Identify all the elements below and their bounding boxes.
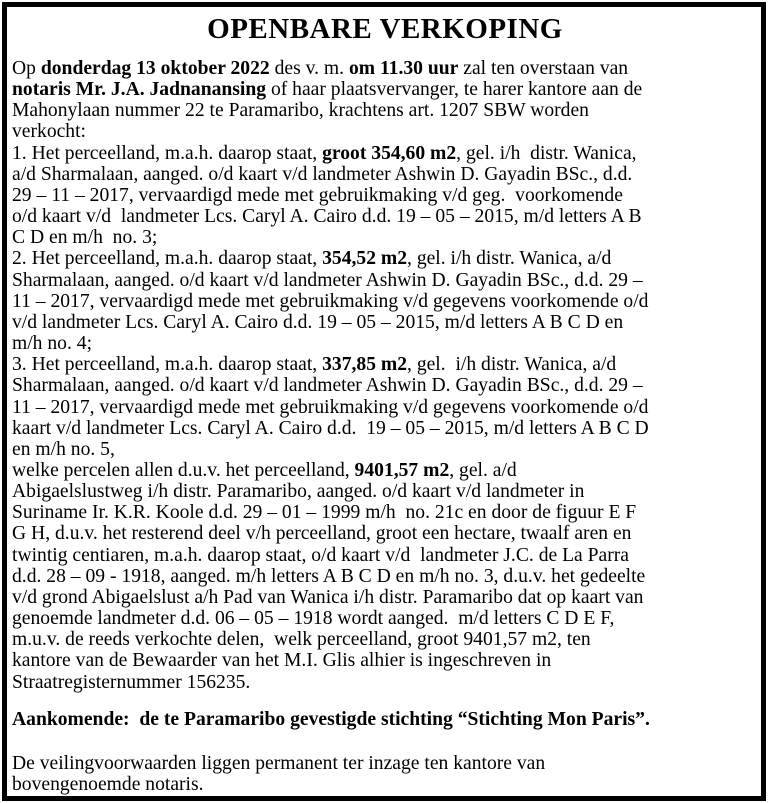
text-segment: Op [12, 58, 41, 79]
notice-body [12, 58, 758, 795]
text-segment: zal ten overstaan van [458, 58, 629, 79]
text-line [12, 566, 758, 587]
text-line [12, 375, 758, 396]
text-line [12, 418, 758, 439]
text-segment: , gel. i/h distr. Wanica, [456, 142, 637, 164]
text-segment: Mahonylaan nummer 22 te Paramaribo, krachtens art. 1207 SBW worden [12, 100, 589, 122]
text-line [12, 291, 758, 312]
text-segment: 2. Het perceelland, m.a.h. daarop staat, [12, 248, 323, 270]
text-segment: 1. Het perceelland, m.a.h. daarop staat, [12, 142, 323, 164]
text-line [12, 185, 758, 206]
block-intro [12, 58, 758, 143]
text-segment: genoemde landmeter d.d. 06 – 05 – 1918 wordt aanged. m/d letters C D E F, [12, 608, 615, 630]
text-segment: of haar plaatsvervanger, te harer kantore aan de [266, 79, 643, 101]
text-line [12, 333, 758, 354]
text-line [12, 523, 758, 544]
block-aankomende [12, 709, 758, 730]
block-veilingvoorwaarden [12, 753, 758, 795]
block-parcel-1 [12, 143, 758, 249]
text-segment: m/h no. 4; [12, 333, 93, 355]
text-line [12, 100, 758, 121]
text-line [12, 206, 758, 227]
text-segment: Sharmalaan, aanged. o/d kaart v/d landmeter Ashwin D. Gayadin BSc., d.d. 29 – [12, 269, 643, 291]
bold-text-segment: 354,52 m2 [322, 248, 408, 270]
text-line [12, 587, 758, 608]
text-segment: v/d landmeter Lcs. Caryl A. Cairo d.d. 19 – 05 – 2015, m/d letters A B C D en [12, 311, 624, 333]
text-line [12, 164, 758, 185]
text-line [12, 545, 758, 566]
bold-text-segment: donderdag 13 oktober 2022 [40, 58, 270, 79]
text-segment: verkocht: [12, 121, 86, 143]
text-line [12, 58, 758, 79]
text-line [12, 629, 758, 650]
text-segment: kaart v/d landmeter Lcs. Caryl A. Cairo d.d. 19 – 05 – 2015, m/d letters A B C D [12, 417, 649, 439]
text-segment: en m/h no. 5, [12, 438, 115, 460]
text-segment: , gel. a/d [449, 459, 517, 481]
text-segment: welke percelen allen d.u.v. het perceelland, [12, 459, 355, 481]
text-segment: twintig centiaren, m.a.h. daarop staat, o/d kaart v/d landmeter J.C. de La Parra [12, 544, 629, 566]
block-parcel-2 [12, 248, 758, 354]
text-line [12, 227, 758, 248]
text-segment: C D en m/h no. 3; [12, 227, 158, 249]
text-segment: Abigaelslustweg i/h distr. Paramaribo, aanged. o/d kaart v/d landmeter in [12, 481, 585, 503]
text-line [12, 608, 758, 629]
text-segment: d.d. 28 – 09 - 1918, aanged. m/h letters A B C D en m/h no. 3, d.u.v. het gedeelte [12, 565, 646, 587]
text-segment: Suriname Ir. K.R. Koole d.d. 29 – 01 – 1999 m/h no. 21c en door de figuur E F [12, 502, 637, 524]
text-line [12, 79, 758, 100]
text-segment: des v. m. [269, 58, 349, 79]
text-line [12, 774, 758, 795]
bold-text-segment: groot 354,60 m2 [322, 142, 457, 164]
bold-text-segment: notaris Mr. J.A. Jadnanansing [12, 79, 267, 101]
text-segment: Straatregisternummer 156235. [12, 671, 251, 693]
text-line [12, 354, 758, 375]
block-parcel-3 [12, 354, 758, 460]
text-segment: bovengenoemde notaris. [12, 774, 204, 795]
text-segment: o/d kaart v/d landmeter Lcs. Caryl A. Cairo d.d. 19 – 05 – 2015, m/d letters A B [12, 206, 642, 228]
text-line [12, 439, 758, 460]
text-segment: , gel. i/h distr. Wanica, a/d [407, 354, 617, 376]
text-segment: 11 – 2017, vervaardigd mede met gebruikmaking v/d gegevens voorkomende o/d [12, 290, 649, 312]
text-line [12, 753, 758, 774]
text-line [12, 460, 758, 481]
text-line [12, 121, 758, 142]
notice-border-frame [2, 2, 766, 801]
text-line [12, 650, 758, 671]
text-segment: m.u.v. de reeds verkochte delen, welk perceelland, groot 9401,57 m2, ten [12, 629, 591, 651]
bold-text-segment: om 11.30 uur [348, 58, 459, 79]
text-line [12, 709, 758, 730]
text-line [12, 312, 758, 333]
text-segment: 29 – 11 – 2017, vervaardigd mede met gebruikmaking v/d geg. voorkomende [12, 184, 623, 206]
text-segment: , gel. i/h distr. Wanica, a/d [407, 248, 612, 270]
text-segment: 11 – 2017, vervaardigd mede met gebruikmaking v/d gegevens voorkomende o/d [12, 396, 649, 418]
text-line [12, 481, 758, 502]
text-line [12, 502, 758, 523]
bold-text-segment: Aankomende: de te Paramaribo gevestigde stichting “Stichting Mon Paris”. [12, 708, 650, 730]
text-line [12, 248, 758, 269]
text-segment: 3. Het perceelland, m.a.h. daarop staat, [12, 354, 323, 376]
text-segment: kantore van de Bewaarder van het M.I. Glis alhier is ingeschreven in [12, 650, 552, 672]
block-welke-percelen [12, 460, 758, 693]
bold-text-segment: 337,85 m2 [322, 354, 408, 376]
text-segment: Sharmalaan, aanged. o/d kaart v/d landmeter Ashwin D. Gayadin BSc., d.d. 29 – [12, 375, 643, 397]
text-segment: De veilingvoorwaarden liggen permanent ter inzage ten kantore van [12, 752, 546, 774]
notice-title: OPENBARE VERKOPING [207, 13, 563, 45]
text-line [12, 672, 758, 693]
text-line [12, 270, 758, 291]
text-segment: G H, d.u.v. het resterend deel v/h perceelland, groot een hectare, twaalf aren en [12, 523, 632, 545]
text-line [12, 143, 758, 164]
text-segment: v/d grond Abigaelslust a/h Pad van Wanica i/h distr. Paramaribo dat op kaart van [12, 586, 644, 608]
bold-text-segment: 9401,57 m2 [354, 459, 450, 481]
text-segment: a/d Sharmalaan, aanged. o/d kaart v/d landmeter Ashwin D. Gayadin BSc., d.d. [12, 163, 633, 185]
text-line [12, 397, 758, 418]
